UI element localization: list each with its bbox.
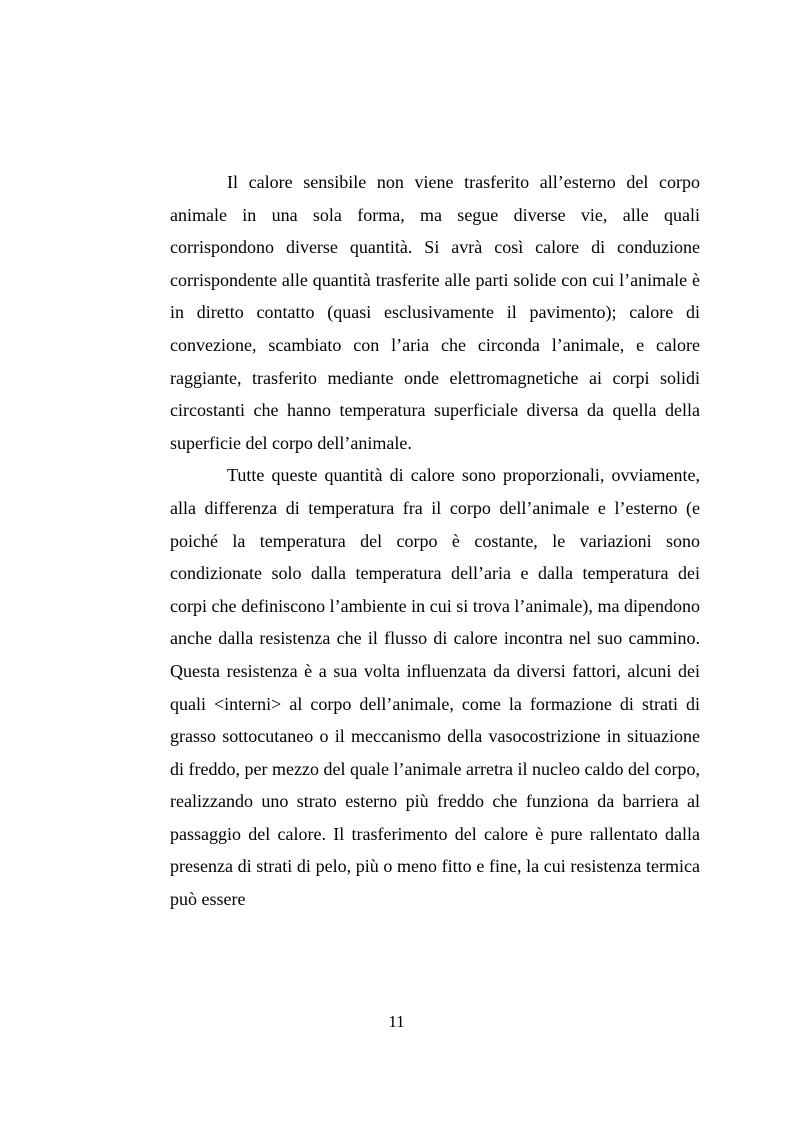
body-text [170, 166, 700, 916]
paragraph-heat-quantities: Tutte queste quantità di calore sono proporzionali, ovviamente, alla differenza di temperatura fra il corpo dell’animale e l’esterno (e poiché la temperatura del corpo è costante, le variazioni sono condizionate solo dalla temperatura dell’aria e dalla temperatura dei corpi che definiscono l’ambiente in cui si trova l’animale), ma dipendono anche dalla resistenza che il flusso di calore incontra nel suo cammino. Questa resistenza è a sua volta influenzata da diversi fattori, alcuni dei quali <interni> al corpo dell’animale, come la formazione di strati di grasso sottocutaneo o il meccanismo della vasocostrizione in situazione di freddo, per mezzo del quale l’animale arretra il nucleo caldo del corpo, realizzando uno strato esterno più freddo che funziona da barriera al passaggio del calore. Il trasferimento del calore è pure rallentato dalla presenza di strati di pelo, più o meno fitto e fine, la cui resistenza termica può essere [170, 465, 700, 910]
paragraph-sensible-heat: Il calore sensibile non viene trasferito all’esterno del corpo animale in una sola forma, ma segue diverse vie, alle quali corrispondono diverse quantità. Si avrà così calore di conduzione corrispondente alle quantità trasferite alle parti solide con cui l’animale è in diretto contatto (quasi esclusivamente il pavimento); calore di convezione, scambiato con l’aria che circonda l’animale, e calore raggiante, trasferito mediante onde elettromagnetiche ai corpi solidi circostanti che hanno temperatura superficiale diversa da quella della superficie del corpo dell’animale. [170, 172, 700, 453]
page-number: 11 [388, 1012, 405, 1031]
